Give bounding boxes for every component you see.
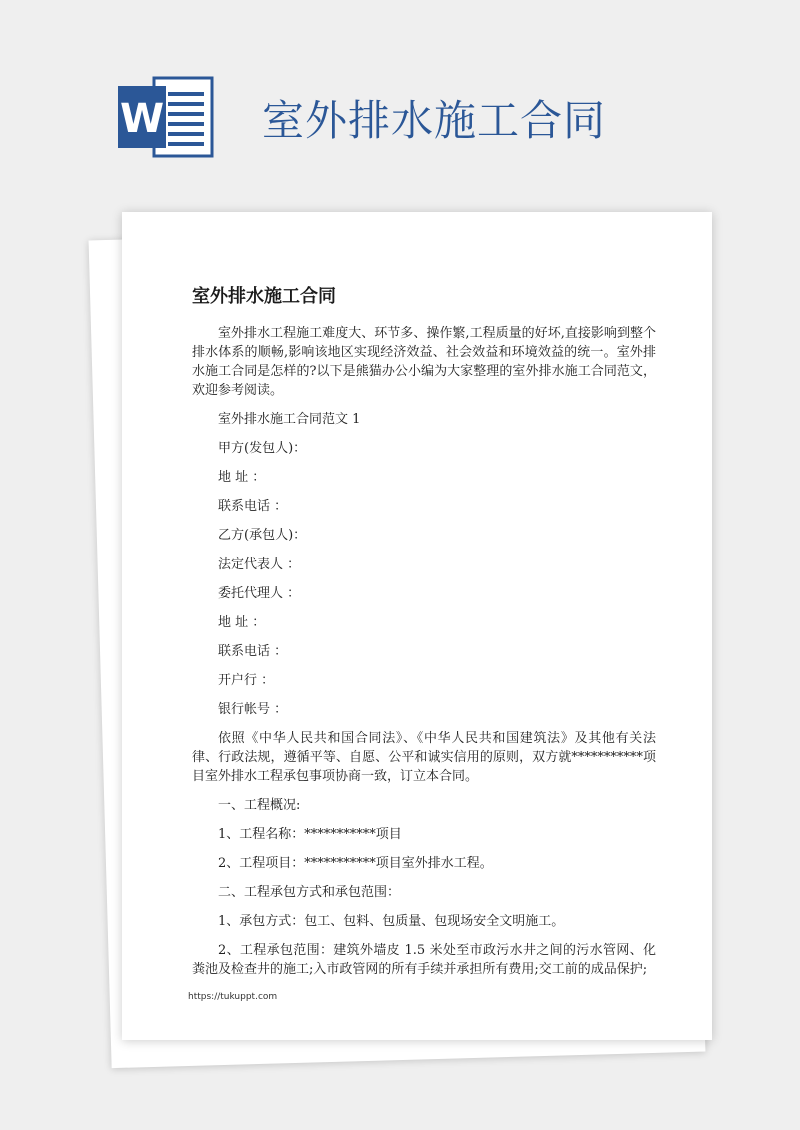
intro-paragraph: 室外排水工程施工难度大、环节多、操作繁,工程质量的好坏,直接影响到整个排水体系的顺畅,影响该地区实现经济效益、社会效益和环境效益的统一。室外排水施工合同是怎样的?以下是熊猫办公小编为大家整理的室外排水施工合同范文，欢迎参考阅读。 — [192, 326, 656, 398]
item-1-2: 2、工程项目：***********项目室外排水工程。 — [218, 856, 493, 871]
item-1-1: 1、工程名称：***********项目 — [218, 827, 402, 842]
item-2-1: 1、承包方式：包工、包料、包质量、包现场安全文明施工。 — [218, 914, 565, 929]
field-legal-rep: 法定代表人 ： — [218, 557, 301, 572]
field-phone-a: 联系电话 ： — [218, 499, 288, 514]
word-document-icon — [116, 76, 216, 158]
footer-link[interactable]: https://tukuppt.com — [188, 992, 278, 1002]
banner — [0, 0, 800, 200]
field-phone-b: 联系电话 ： — [218, 644, 288, 659]
field-bank: 开户行 ： — [218, 673, 275, 688]
section-1-heading: 一、工程概况: — [218, 798, 301, 813]
field-party-a: 甲方(发包人)： — [218, 441, 307, 456]
basis-paragraph: 依照《中华人民共和国合同法》、《中华人民共和国建筑法》及其他有关法律、行政法规，遵循平等、自愿、公平和诚实信用的原则，双方就***********项目室外排水工程承包事项协商一致，订立本合同。 — [192, 731, 656, 784]
item-2-2: 2、工程承包范围：建筑外墙皮 1.5 米处至市政污水井之间的污水管网、化粪池及检查井的施工;入市政管网的所有手续并承担所有费用;交工前的成品保护; — [192, 943, 656, 977]
field-party-b: 乙方(承包人)： — [218, 528, 307, 543]
field-address-a: 地 址 ： — [218, 470, 266, 485]
field-account: 银行帐号 ： — [218, 702, 288, 717]
svg-text:W: W — [119, 96, 165, 142]
field-agent: 委托代理人 ： — [218, 586, 301, 601]
field-address-b: 地 址 ： — [218, 615, 266, 630]
banner-title: 室外排水施工合同 — [262, 96, 607, 145]
section-2-heading: 二、工程承包方式和承包范围： — [218, 885, 401, 900]
document-title: 室外排水施工合同 — [192, 286, 336, 307]
sample-heading: 室外排水施工合同范文 1 — [218, 412, 361, 427]
document-body — [192, 324, 656, 989]
document-page — [122, 212, 712, 1040]
